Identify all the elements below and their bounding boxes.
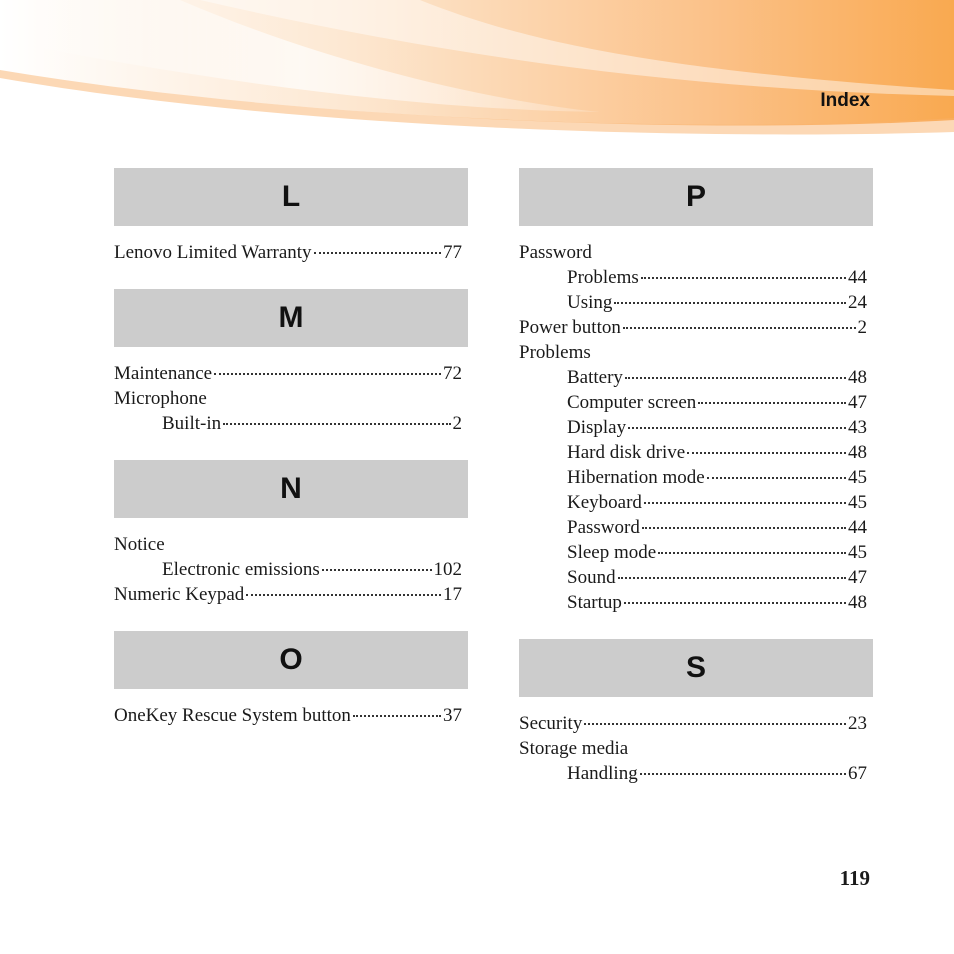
section-heading-s: S — [519, 639, 873, 697]
dot-leader — [353, 715, 441, 717]
dot-leader — [641, 277, 846, 279]
entry-term: Computer screen — [567, 392, 697, 413]
entry-term: Notice — [114, 534, 165, 555]
entry-term: Maintenance — [114, 363, 213, 384]
index-entry — [114, 703, 468, 728]
entry-page-number: 48 — [848, 367, 867, 388]
section-heading-l: L — [114, 168, 468, 226]
entry-page-number: 44 — [848, 267, 867, 288]
entry-page-number: 47 — [848, 567, 867, 588]
entry-page-number: 45 — [848, 542, 867, 563]
entry-term: Display — [567, 417, 627, 438]
index-entry — [519, 240, 873, 265]
entry-term: Startup — [567, 592, 622, 613]
entry-page-number: 102 — [433, 559, 462, 580]
section-heading-p: P — [519, 168, 873, 226]
entry-term: Password — [519, 242, 592, 263]
index-subentry — [519, 440, 873, 465]
dot-leader — [322, 569, 432, 571]
entry-term: Problems — [519, 342, 591, 363]
index-entry — [519, 711, 873, 736]
entry-page-number: 24 — [848, 292, 867, 313]
header-swoosh-decoration — [0, 0, 954, 140]
dot-leader — [624, 602, 846, 604]
index-entry-list — [114, 689, 468, 752]
entry-term: Handling — [567, 763, 638, 784]
entry-term: Storage media — [519, 738, 629, 759]
dot-leader — [314, 252, 441, 254]
entry-term: Battery — [567, 367, 623, 388]
dot-leader — [698, 402, 846, 404]
index-column-right — [519, 168, 873, 810]
dot-leader — [707, 477, 846, 479]
dot-leader — [658, 552, 846, 554]
dot-leader — [623, 327, 856, 329]
entry-term: Power button — [519, 317, 621, 338]
entry-term: Hard disk drive — [567, 442, 686, 463]
index-entry — [114, 240, 468, 265]
entry-page-number: 77 — [443, 242, 462, 263]
entry-page-number: 44 — [848, 517, 867, 538]
index-subentry — [519, 490, 873, 515]
entry-page-number: 2 — [452, 413, 462, 434]
entry-page-number: 72 — [443, 363, 462, 384]
dot-leader — [584, 723, 846, 725]
index-subentry — [519, 565, 873, 590]
index-subentry — [519, 515, 873, 540]
running-header-title: Index — [820, 90, 870, 111]
entry-page-number: 45 — [848, 492, 867, 513]
entry-term: Password — [567, 517, 640, 538]
section-heading-o: O — [114, 631, 468, 689]
index-subentry — [519, 365, 873, 390]
entry-page-number: 48 — [848, 592, 867, 613]
index-subentry — [519, 590, 873, 615]
index-entry-list — [519, 697, 873, 810]
dot-leader — [246, 594, 441, 596]
index-subentry — [114, 557, 468, 582]
index-subentry — [519, 465, 873, 490]
index-entry-list — [519, 226, 873, 639]
entry-term: Microphone — [114, 388, 207, 409]
index-subentry — [519, 290, 873, 315]
entry-term: Using — [567, 292, 613, 313]
entry-term: Lenovo Limited Warranty — [114, 242, 312, 263]
entry-term: Electronic emissions — [162, 559, 320, 580]
index-entry — [519, 340, 873, 365]
entry-term: OneKey Rescue System button — [114, 705, 351, 726]
dot-leader — [687, 452, 846, 454]
index-column-left — [114, 168, 468, 752]
index-entry — [114, 532, 468, 557]
dot-leader — [618, 577, 846, 579]
entry-page-number: 2 — [857, 317, 867, 338]
index-subentry — [114, 411, 468, 436]
entry-term: Hibernation mode — [567, 467, 705, 488]
entry-term: Sound — [567, 567, 616, 588]
index-entry-list — [114, 518, 468, 631]
index-entry — [519, 315, 873, 340]
entry-term: Keyboard — [567, 492, 642, 513]
dot-leader — [625, 377, 846, 379]
entry-term: Built-in — [162, 413, 222, 434]
dot-leader — [628, 427, 846, 429]
index-subentry — [519, 540, 873, 565]
entry-term: Sleep mode — [567, 542, 657, 563]
entry-page-number: 48 — [848, 442, 867, 463]
index-entry — [114, 386, 468, 411]
index-subentry — [519, 415, 873, 440]
dot-leader — [214, 373, 441, 375]
dot-leader — [223, 423, 450, 425]
index-entry — [114, 361, 468, 386]
entry-page-number: 17 — [443, 584, 462, 605]
index-entry-list — [114, 226, 468, 289]
section-heading-n: N — [114, 460, 468, 518]
entry-page-number: 45 — [848, 467, 867, 488]
entry-page-number: 47 — [848, 392, 867, 413]
index-subentry — [519, 390, 873, 415]
index-entry — [519, 736, 873, 761]
entry-term: Security — [519, 713, 583, 734]
entry-page-number: 37 — [443, 705, 462, 726]
index-entry-list — [114, 347, 468, 460]
index-subentry — [519, 265, 873, 290]
entry-page-number: 23 — [848, 713, 867, 734]
section-heading-m: M — [114, 289, 468, 347]
dot-leader — [614, 302, 846, 304]
entry-term: Problems — [567, 267, 639, 288]
index-subentry — [519, 761, 873, 786]
dot-leader — [642, 527, 846, 529]
entry-page-number: 67 — [848, 763, 867, 784]
entry-page-number: 43 — [848, 417, 867, 438]
index-entry — [114, 582, 468, 607]
page-number: 119 — [839, 866, 870, 890]
dot-leader — [640, 773, 846, 775]
entry-term: Numeric Keypad — [114, 584, 245, 605]
dot-leader — [644, 502, 846, 504]
